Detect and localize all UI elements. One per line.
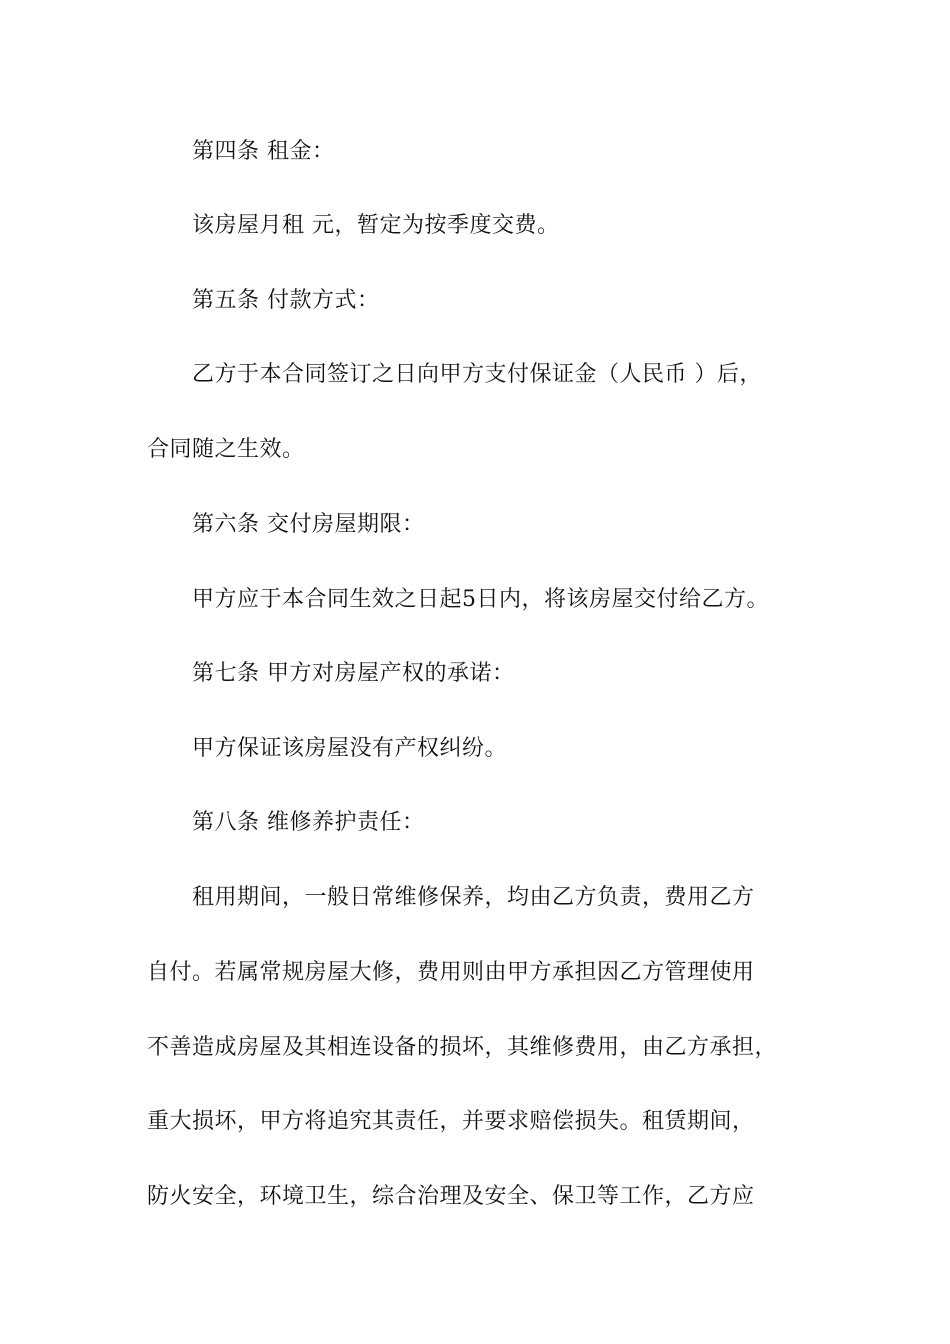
article-8-body-line-4: 重大损坏，甲方将追究其责任，并要求赔偿损失。租赁期间，: [147, 1109, 755, 1134]
article-5-body-line-2: 合同随之生效。: [147, 437, 305, 462]
article-7-heading: 第七条 甲方对房屋产权的承诺：: [192, 661, 515, 686]
article-4-body: 该房屋月租 元，暂定为按季度交费。: [192, 213, 560, 238]
article-8-heading: 第八条 维修养护责任：: [192, 810, 425, 835]
article-4-heading: 第四条 租金：: [192, 139, 335, 164]
article-7-body: 甲方保证该房屋没有产权纠纷。: [192, 736, 508, 761]
article-5-body-line-1: 乙方于本合同签订之日向甲方支付保证金（人民币 ）后，: [192, 362, 762, 387]
article-8-body-line-5: 防火安全，环境卫生，综合治理及安全、保卫等工作，乙方应: [147, 1184, 755, 1209]
article-6-body: 甲方应于本合同生效之日起5日内，将该房屋交付给乙方。: [192, 587, 769, 612]
article-6-heading: 第六条 交付房屋期限：: [192, 512, 425, 537]
article-8-body-line-3: 不善造成房屋及其相连设备的损坏，其维修费用，由乙方承担，: [147, 1035, 778, 1060]
article-5-heading: 第五条 付款方式：: [192, 288, 380, 313]
article-8-body-line-1: 租用期间，一般日常维修保养，均由乙方负责，费用乙方: [192, 885, 755, 910]
article-8-body-line-2: 自付。若属常规房屋大修，费用则由甲方承担因乙方管理使用: [147, 960, 755, 985]
